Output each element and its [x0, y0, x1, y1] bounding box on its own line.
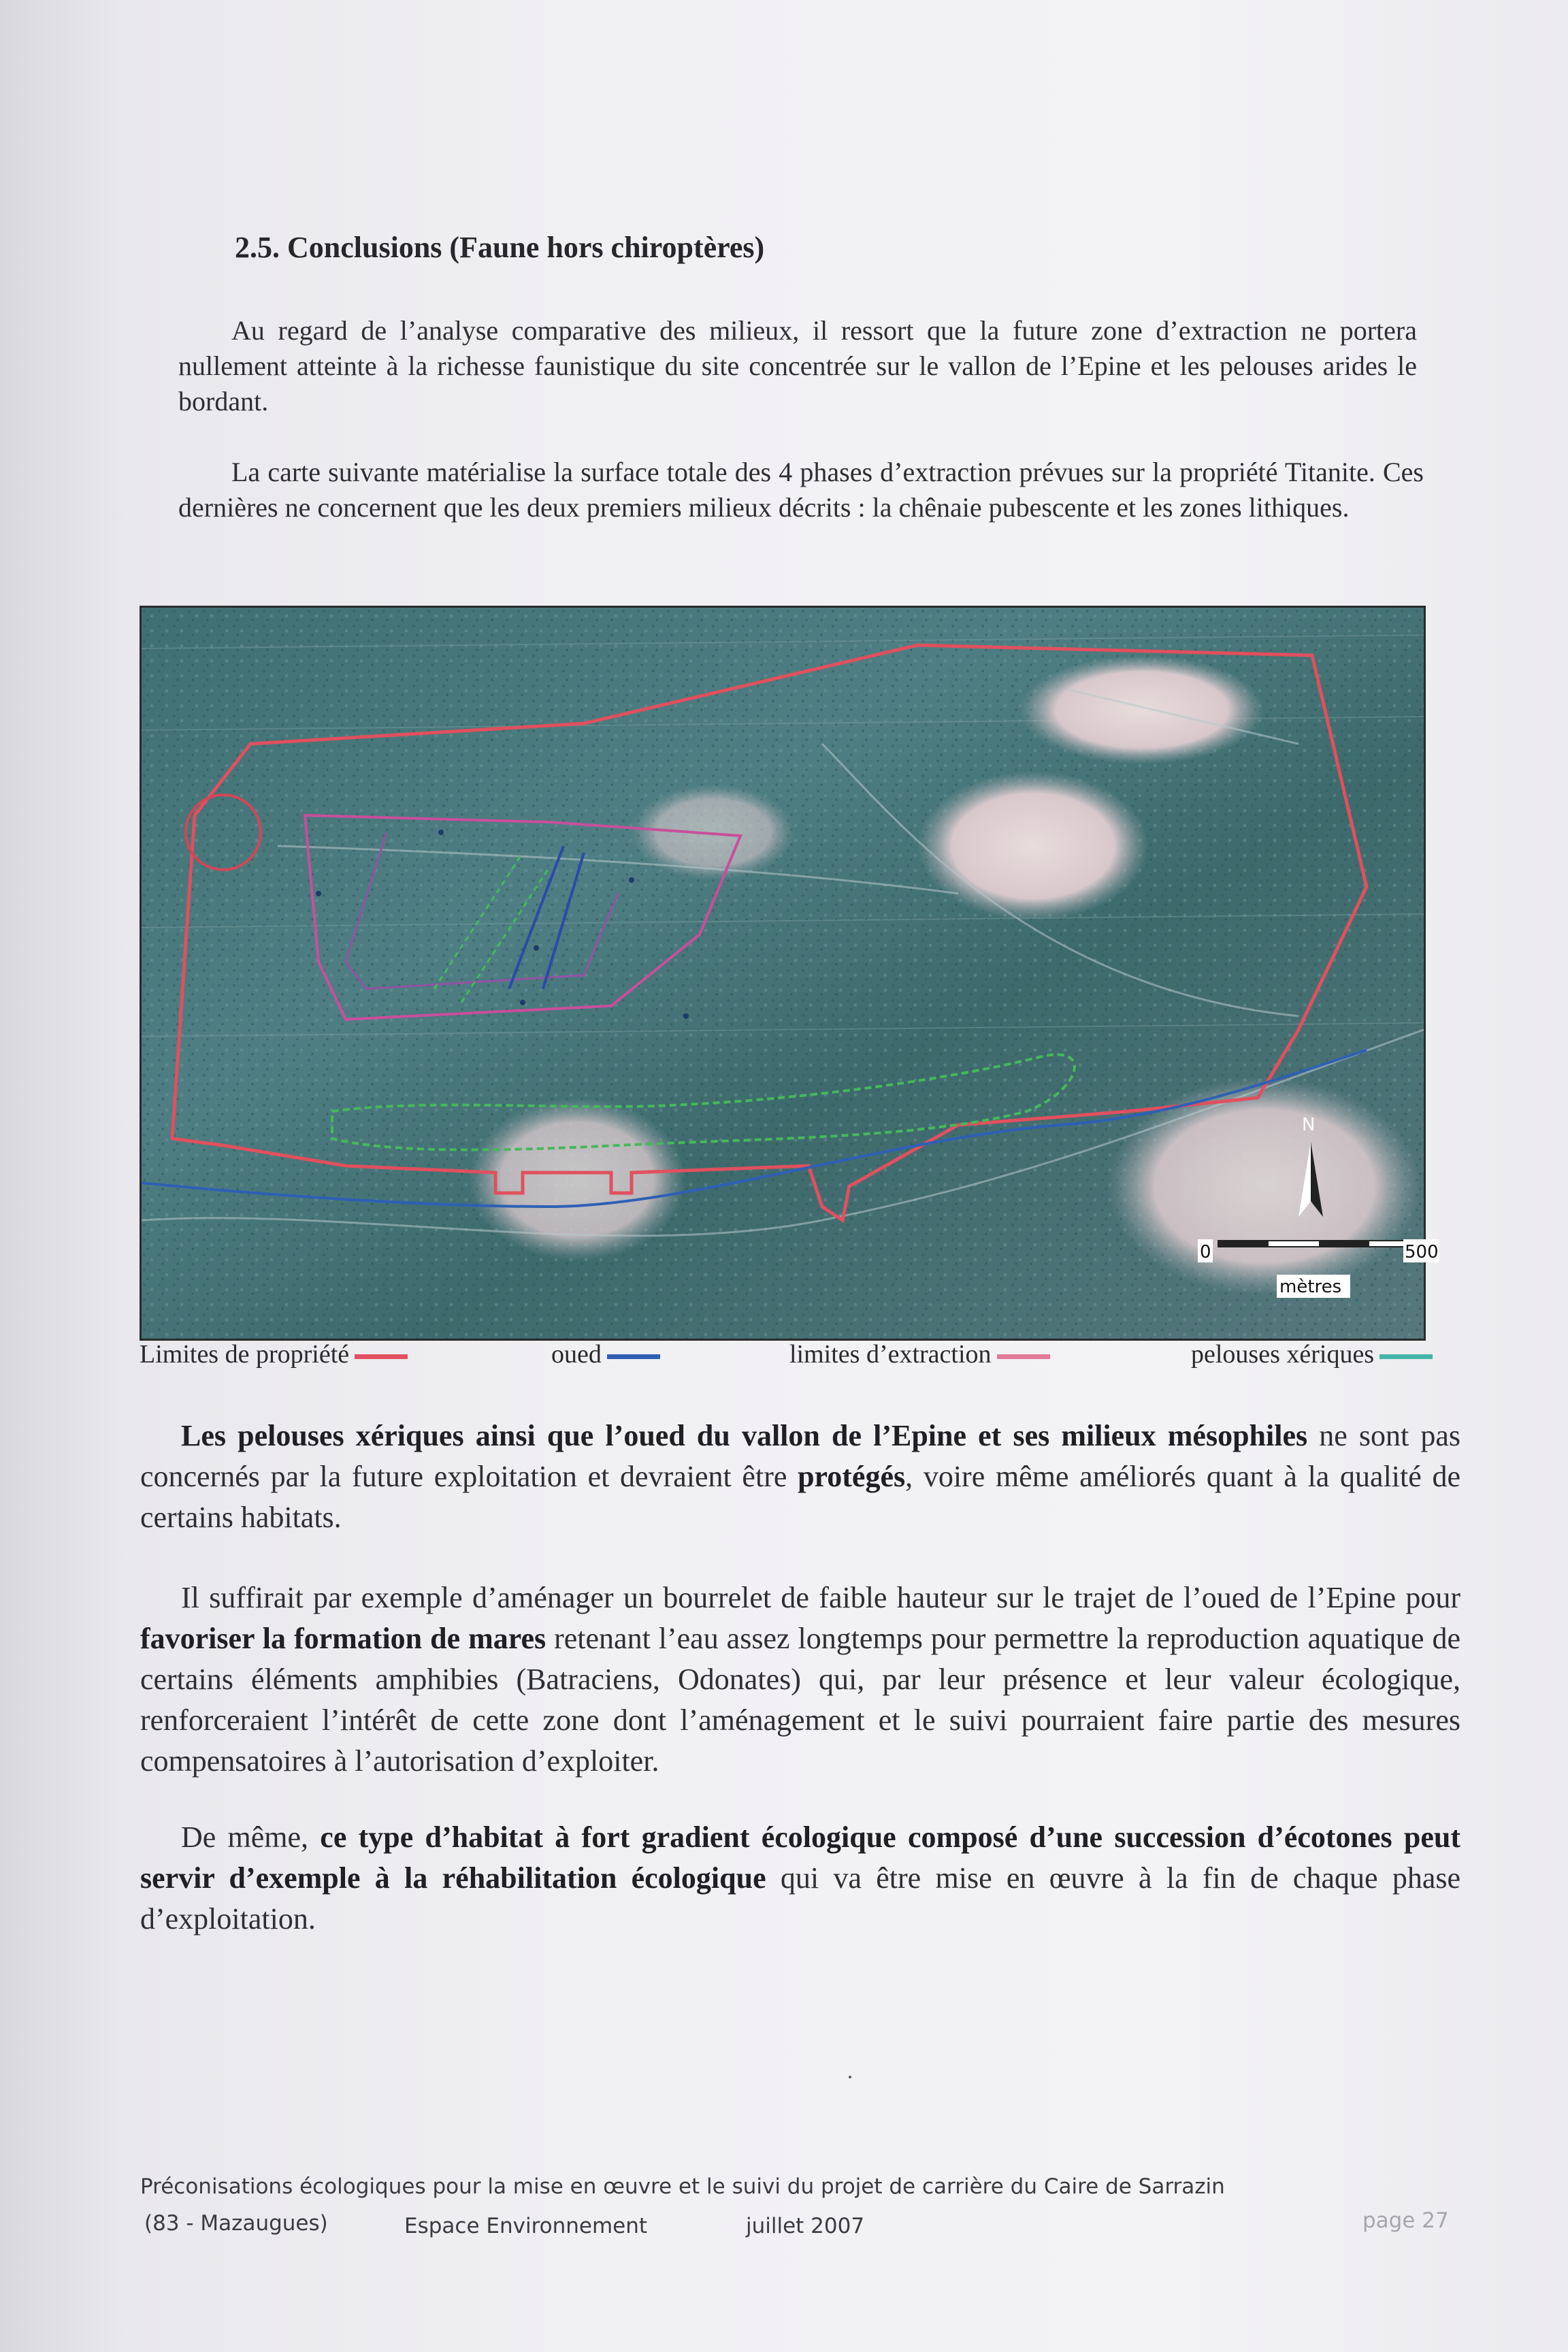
body-paragraph-2-text-a: Il suffirait par exemple d’aménager un bourrelet de faible hauteur sur le trajet de l’oued de l’Epine pour [181, 1581, 1460, 1614]
body-paragraph-1-bold-2: protégés [798, 1460, 906, 1493]
legend-item-property [140, 1339, 408, 1369]
quarry-zone-central [917, 771, 1149, 921]
legend-swatch-xeric [1379, 1354, 1433, 1359]
legend-label-extraction: limites d’extraction [789, 1340, 992, 1369]
body-paragraph-3-text-b: qui va être mise en œuvre à la fin de chaque phase d’exploitation. [140, 1861, 1460, 1936]
paper-speck [849, 2076, 851, 2078]
quarry-zone-north [1019, 655, 1264, 764]
aerial-map-drawing [142, 608, 1439, 1339]
intro-paragraph-1 [178, 313, 1417, 419]
legend-swatch-oued [607, 1354, 660, 1359]
body-paragraph-3 [140, 1817, 1460, 1940]
legend-label-property: Limites de propriété [140, 1340, 350, 1369]
section-heading: 2.5. Conclusions (Faune hors chiroptères) [235, 231, 765, 264]
intro-paragraph-2 [178, 455, 1424, 525]
map-legend [140, 1339, 1453, 1380]
body-paragraph-2 [140, 1578, 1460, 1782]
legend-label-xeric: pelouses xériques [1191, 1340, 1375, 1369]
aerial-map [140, 606, 1439, 1341]
legend-label-oued: oued [551, 1340, 602, 1369]
legend-item-extraction [789, 1339, 1050, 1369]
body-paragraph-3-text-a: De même, [181, 1820, 321, 1854]
north-label: N [1302, 1115, 1316, 1135]
body-paragraph-1-text-a: ne sont pas concernés par la future exploitation et devraient être [140, 1419, 1460, 1493]
scale-start-label: 0 [1200, 1242, 1211, 1262]
body-paragraph-1 [140, 1416, 1460, 1538]
legend-item-oued [551, 1339, 660, 1369]
legend-swatch-property [355, 1354, 408, 1359]
body-paragraph-3-bold: ce type d’habitat à fort gradient écologique composé d’une succession d’écotones peut servir d’exemple à la réhabilitation écologique [140, 1820, 1460, 1895]
footer-location: (83 - Mazaugues) [144, 2211, 328, 2236]
body-paragraph-1-bold: Les pelouses xériques ainsi que l’oued du vallon de l’Epine et ses milieux mésophiles [181, 1419, 1308, 1452]
intro-paragraph-1-text: Au regard de l’analyse comparative des milieux, il ressort que la future zone d’extraction ne portera nullement atteinte à la richesse faunistique du site concentrée sur le vallon de l’Epine et les pelouses arides le bordant. [178, 315, 1417, 416]
intro-paragraph-2-text: La carte suivante matérialise la surface totale des 4 phases d’extraction prévues sur la propriété Titanite. Ces dernières ne concernent que les deux premiers milieux décrits : la chênaie pubescente et les zones lithiques. [178, 457, 1424, 523]
footer-title: Préconisations écologiques pour la mise en œuvre et le suivi du projet de carrière du Caire de Sarrazin [140, 2174, 1225, 2199]
page-number: page 27 [1362, 2208, 1449, 2233]
scale-end-label: 500 [1405, 1242, 1439, 1262]
scale-unit-label: mètres [1279, 1277, 1342, 1297]
footer-date: juillet 2007 [746, 2214, 865, 2238]
footer-organization: Espace Environnement [404, 2214, 648, 2238]
quarry-zone-west [632, 785, 795, 880]
body-paragraph-1-text-b: , voire même améliorés quant à la qualité de certains habitats. [140, 1460, 1460, 1534]
legend-item-xeric [1191, 1339, 1433, 1369]
body-paragraph-2-text-b: retenant l’eau assez longtemps pour permettre la reproduction aquatique de certains éléments amphibies (Batraciens, Odonates) qui, par leur présence et leur valeur écologique, renforceraient l’intérêt de cette zone dont l’aménagement et le suivi pourraient faire partie des mesures compensatoires à l’autorisation d’exploiter. [140, 1622, 1460, 1778]
body-paragraph-2-bold: favoriser la formation de mares [140, 1622, 546, 1655]
legend-swatch-extraction [997, 1354, 1050, 1359]
